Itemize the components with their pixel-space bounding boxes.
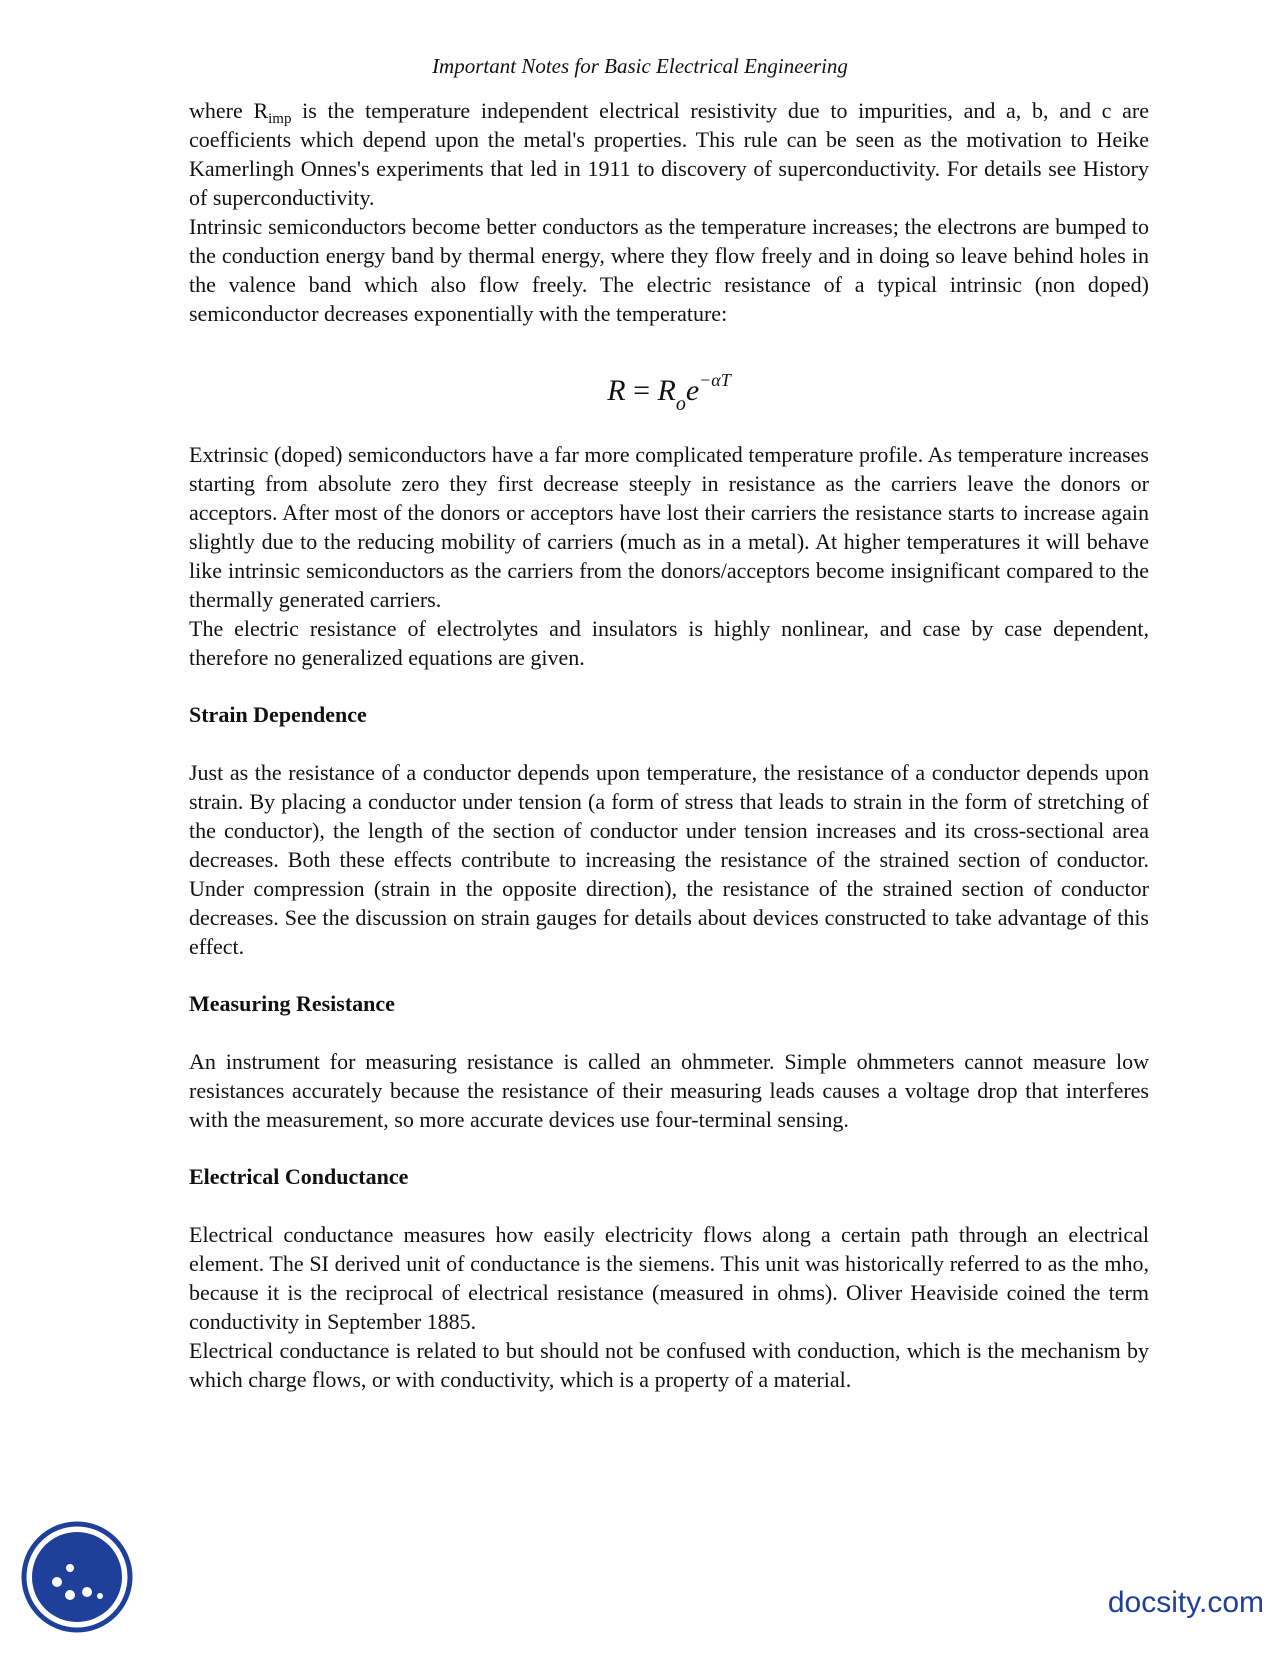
paragraph-impurity-resistivity: where $R_{imp}$ is the temperature independent electrical resistivity due to impurities, and a, b, and c are coefficients which depend upon the metal's properties. This rule can be seen as the motivation to Heike Kamerlingh Onnes's experiments that led in 1911 to discovery of superconductivity. For details see History of superconductivity. <box>189 98 1149 210</box>
paragraph-electrolytes: The electric resistance of electrolytes and insulators is highly nonlinear, and case by case dependent, therefore no generalized equations are given. <box>189 616 1149 670</box>
document-body <box>189 96 1149 1394</box>
paragraph-strain: Just as the resistance of a conductor depends upon temperature, the resistance of a conductor depends upon strain. By placing a conductor under tension (a form of stress that leads to strain in the form of stretching of the conductor), the length of the section of conductor under tension increases and its cross-sectional area decreases. Both these effects contribute to increasing the resistance of the strained section of conductor. Under compression (strain in the opposite direction), the resistance of the strained section of conductor decreases. See the discussion on strain gauges for details about devices constructed to take advantage of this effect. <box>189 760 1149 959</box>
paragraph-ohmmeter: An instrument for measuring resistance is called an ohmmeter. Simple ohmmeters cannot measure low resistances accurately because the resistance of their measuring leads causes a voltage drop that interferes with the measurement, so more accurate devices use four-terminal sensing. <box>189 1049 1149 1132</box>
docsity-logo-graphic <box>20 1520 134 1634</box>
paragraph-intrinsic-semiconductors: Intrinsic semiconductors become better conductors as the temperature increases; the electrons are bumped to the conduction energy band by thermal energy, where they flow freely and in doing so leave behind holes in the valence band which also flow freely. The electric resistance of a typical intrinsic (non doped) semiconductor decreases exponentially with the temperature: <box>189 214 1149 326</box>
heading-measuring-resistance: Measuring Resistance <box>189 991 395 1016</box>
docsity-logo-icon[interactable] <box>20 1520 134 1634</box>
page-header: Important Notes for Basic Electrical Engineering <box>432 54 848 78</box>
subscript-imp: imp <box>268 111 292 127</box>
paragraph-conductance: Electrical conductance measures how easily electricity flows along a certain path through an electrical element. The SI derived unit of conductance is the siemens. This unit was historically referred to as the mho, because it is the reciprocal of electrical resistance (measured in ohms). Oliver Heaviside coined the term conductivity in September 1885. <box>189 1222 1149 1334</box>
brand-link[interactable]: docsity.com <box>1107 1586 1264 1619</box>
heading-strain-dependence: Strain Dependence <box>189 702 367 727</box>
equation-resistance-exponential: $R = R_oe^{-\alpha T}$ <box>607 370 731 415</box>
paragraph-extrinsic-semiconductors: Extrinsic (doped) semiconductors have a far more complicated temperature profile. As temperature increases starting from absolute zero they first decrease steeply in resistance as the carriers leave the donors or acceptors. After most of the donors or acceptors have lost their carriers the resistance starts to increase again slightly due to the reducing mobility of carriers (much as in a metal). At higher temperatures it will behave like intrinsic semiconductors as the carriers from the donors/acceptors become insignificant compared to the thermally generated carriers. <box>189 442 1149 612</box>
heading-electrical-conductance: Electrical Conductance <box>189 1164 409 1189</box>
paragraph-conduction: Electrical conductance is related to but should not be confused with conduction, which is the mechanism by which charge flows, or with conductivity, which is a property of a material. <box>189 1338 1149 1392</box>
